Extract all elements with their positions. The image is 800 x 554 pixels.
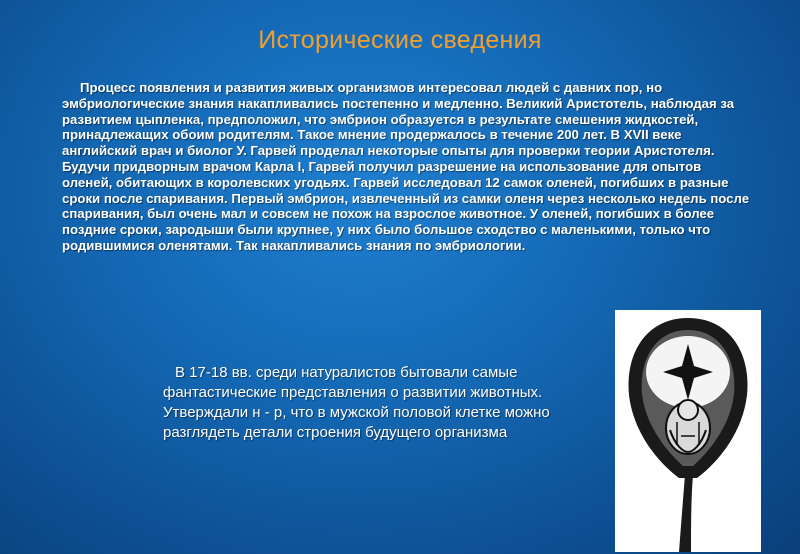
history-paragraph: Процесс появления и развития живых организмов интересовал людей с давних пор, но эмбриологические знания накапливались постепенно и медленно. Великий Аристотель, наблюдая за развитием цыпленка, предположил, что эмбрион образуется в результате смешения жидкостей, принадлежащих обоим родителям. Такое мнение продержалось в течение 200 лет. В XVII веке английский врач и биолог У. Гарвей проделал некоторые опыты для проверки теории Аристотеля. Будучи придворным врачом Карла I, Гарвей получил разрешение на использование для опытов оленей, обитающих в королевских угодьях. Гарвей исследовал 12 самок оленей, погибших в разные сроки после спаривания. Первый эмбрион, извлеченный из самки оленя через несколько недель после спаривания, был очень мал и совсем не похож на взрослое животное. У оленей, погибших в более поздние сроки, зародыши были крупнее, у них было большое сходство с маленькими, только что родившимися оленятами. Так накапливались знания по эмбриологии. (62, 80, 750, 253)
preformation-paragraph: В 17-18 вв. среди натуралистов бытовали самые фантастические представления о развитии животных. Утверждали н - р, что в мужской половой клетке можно разглядеть детали строения будущего организма (163, 364, 550, 441)
slide-title: Исторические сведения (258, 26, 542, 54)
homunculus-sperm-illustration (615, 310, 761, 552)
homunculus-drawing (615, 310, 761, 552)
